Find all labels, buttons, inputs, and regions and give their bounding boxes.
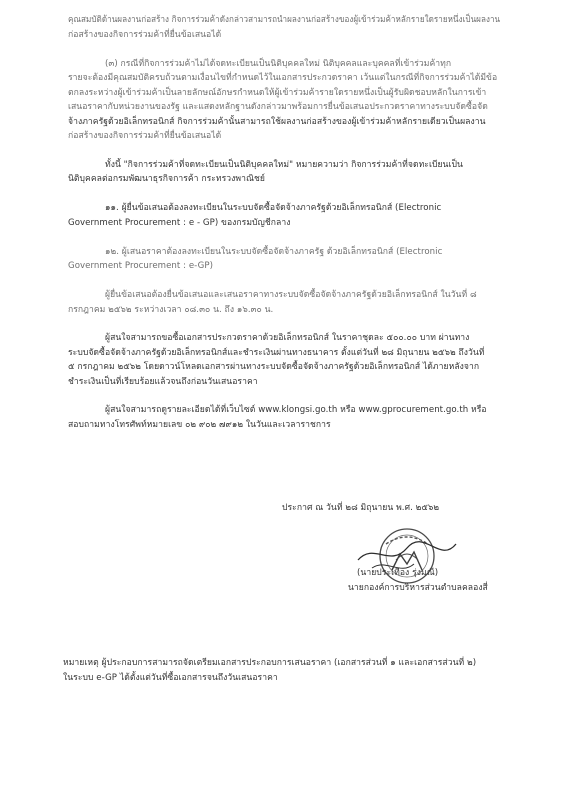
paragraph-line: ผู้สนใจสามารถดูรายละเอียดได้ที่เว็บไซต์ www.klongsi.go.th หรือ www.gprocurement.go.th หรือ [105, 405, 487, 415]
paragraph-line: นิติบุคคลต่อกรมพัฒนาธุรกิจการค้า กระทรวงพาณิชย์ [68, 174, 265, 184]
paragraph-line: สอบถามทางโทรศัพท์หมายเลข ๐๒ ๙๐๒ ๗๙๑๒ ในวันและเวลาราชการ [68, 420, 331, 430]
paragraph-line: Government Procurement : e - GP) ของกรมบัญชีกลาง [68, 218, 291, 228]
paragraph-line: เสนอราคากับหน่วยงานของรัฐ และแสดงหลักฐานดังกล่าวมาพร้อมการยื่นข้อเสนอประกวดราคาทางระบบจัดซื้อจัด [68, 102, 488, 112]
paragraph-line: รายจะต้องมีคุณสมบัติครบถ้วนตามเงื่อนไขที่กำหนดไว้ในเอกสารประกวดราคา เว้นแต่ในกรณีที่กิจการร่วมค้าได้มีข้อ [68, 73, 498, 83]
signer-name: (นายประเทือง รุ่งมณี) [357, 568, 439, 578]
paragraph-line: กรกฎาคม ๒๕๖๒ ระหว่างเวลา ๐๘.๓๐ น. ถึง ๑๖.๓๐ น. [68, 305, 274, 315]
paragraph-line: ๑๒. ผู้เสนอราคาต้องลงทะเบียนในระบบจัดซื้อจัดจ้างภาครัฐ ด้วยอิเล็กทรอนิกส์ (Electronic [105, 247, 443, 257]
paragraph-line: ๑๑. ผู้ยื่นข้อเสนอต้องลงทะเบียนในระบบจัดซื้อจัดจ้างภาครัฐด้วยอิเล็กทรอนิกส์ (Electronic [105, 203, 442, 213]
paragraph-line: ผู้ยื่นข้อเสนอต้องยื่นข้อเสนอและเสนอราคาทางระบบจัดซื้อจัดจ้างภาครัฐด้วยอิเล็กทรอนิกส์ ในวันที่ ๘ [105, 290, 477, 300]
paragraph-line: ก่อสร้างของกิจการร่วมค้าที่ยื่นข้อเสนอได้ [68, 30, 222, 40]
signer-title: นายกองค์การบริหารส่วนตำบลคลองสี่ [348, 583, 488, 593]
paragraph-line: ตกลงระหว่างผู้เข้าร่วมค้าเป็นลายลักษณ์อักษรกำหนดให้ผู้เข้าร่วมค้ารายใดรายหนึ่งเป็นผู้รับผิดชอบหลักในการเข้า [68, 88, 487, 98]
paragraph-line: จ้างภาครัฐด้วยอิเล็กทรอนิกส์ กิจการร่วมค้านั้นสามารถใช้ผลงานก่อสร้างของผู้เข้าร่วมค้าหลักรายเดียวเป็นผลงาน [68, 117, 486, 127]
paragraph-line: คุณสมบัติด้านผลงานก่อสร้าง กิจการร่วมค้าดังกล่าวสามารถนำผลงานก่อสร้างของผู้เข้าร่วมค้าหลักรายใดรายหนึ่งเป็นผลงาน [68, 15, 501, 25]
announcement-date: ประกาศ ณ วันที่ ๒๘ มิถุนายน พ.ศ. ๒๕๖๒ [282, 503, 440, 513]
paragraph-line: (๓) กรณีที่กิจการร่วมค้าไม่ได้จดทะเบียนเป็นนิติบุคคลใหม่ นิติบุคคลและบุคคลที่เข้าร่วมค้าทุก [105, 59, 452, 69]
paragraph-line: ชำระเงินเป็นที่เรียบร้อยแล้วจนถึงก่อนวันเสนอราคา [68, 377, 258, 387]
paragraph-line: ๕ กรกฎาคม ๒๕๖๒ โดยดาวน์โหลดเอกสารผ่านทางระบบจัดซื้อจัดจ้างภาครัฐด้วยอิเล็กทรอนิกส์ ได้ภายหลังจาก [68, 362, 480, 372]
paragraph-line: Government Procurement : e-GP) [68, 261, 213, 271]
paragraph-line: ผู้สนใจสามารถขอซื้อเอกสารประกวดราคาด้วยอิเล็กทรอนิกส์ ในราคาชุดละ ๕๐๐.๐๐ บาท ผ่านทาง [105, 333, 470, 343]
paragraph-line: ทั้งนี้ "กิจการร่วมค้าที่จดทะเบียนเป็นนิติบุคคลใหม่" หมายความว่า กิจการร่วมค้าที่จดทะเบียนเป็น [105, 160, 463, 170]
paragraph-line: ระบบจัดซื้อจัดจ้างภาครัฐด้วยอิเล็กทรอนิกส์และชำระเงินผ่านทางธนาคาร ตั้งแต่วันที่ ๒๘ มิถุนายน ๒๕๖๒ ถึงวันที่ [68, 348, 485, 358]
note-line: ในระบบ e-GP ได้ตั้งแต่วันที่ซื้อเอกสารจนถึงวันเสนอราคา [63, 673, 278, 683]
note-line: หมายเหตุ ผู้ประกอบการสามารถจัดเตรียมเอกสารประกอบการเสนอราคา (เอกสารส่วนที่ ๑ และเอกสารส่วนที่ ๒) [63, 658, 477, 668]
paragraph-line: ก่อสร้างของกิจการร่วมค้าที่ยื่นข้อเสนอได้ [68, 131, 222, 141]
